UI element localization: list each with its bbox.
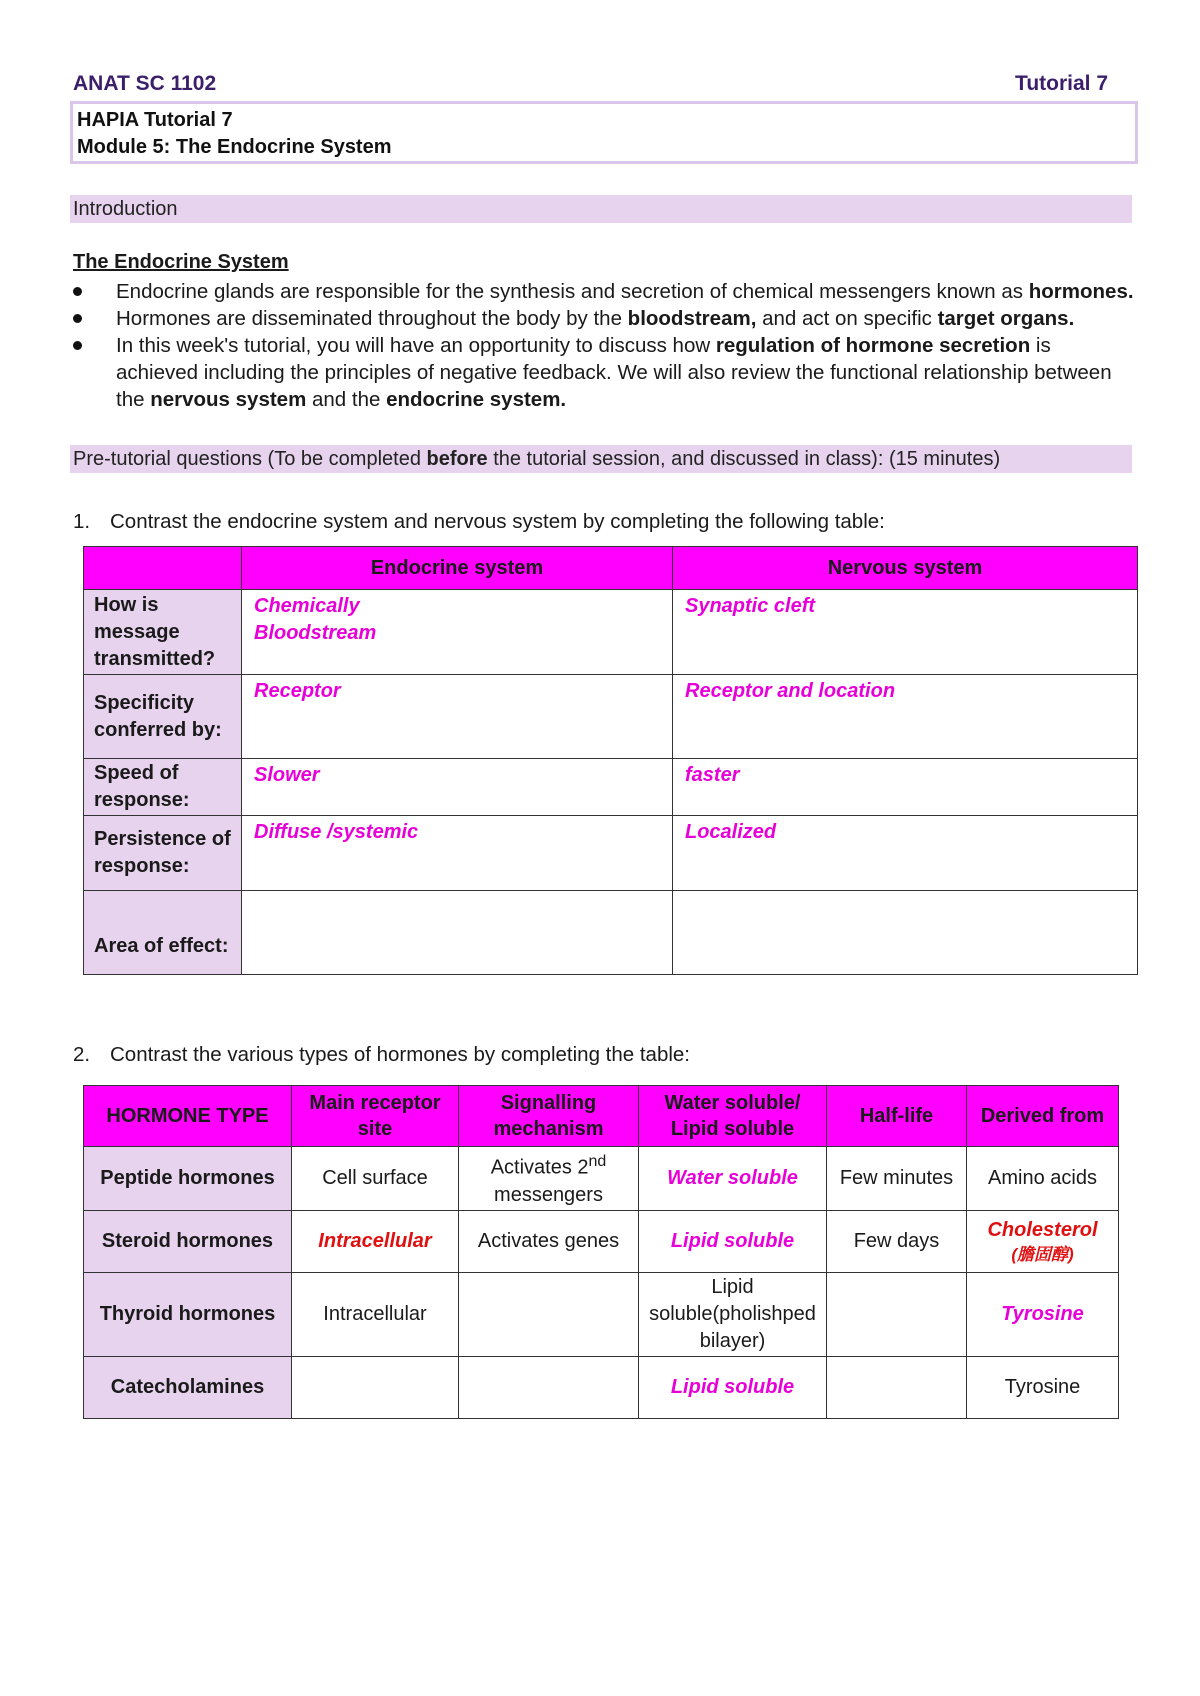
table-header: Derived from [967, 1086, 1119, 1147]
pre-tutorial-band [70, 445, 1132, 473]
derived-text: Cholesterol [987, 1219, 1098, 1242]
table-header-row [84, 547, 1138, 590]
course-code: ANAT SC 1102 [73, 72, 217, 95]
band-text: the tutorial session, and discussed in class): (15 minutes) [487, 448, 1001, 470]
receptor-cell[interactable] [292, 1356, 459, 1418]
endocrine-cell: Slower [242, 759, 673, 816]
signalling-cell [459, 1147, 639, 1211]
table-header: Endocrine system [242, 547, 673, 590]
band-bold: before [426, 448, 488, 470]
table-header: HORMONE TYPE [84, 1086, 292, 1147]
endocrine-cell: Receptor [242, 675, 673, 759]
bullet-bold: regulation of hormone secretion [715, 334, 1031, 357]
hormone-type: Peptide hormones [84, 1147, 292, 1211]
question-number: 2. [73, 1043, 91, 1066]
bullet-text: is achieved including the principles of negative feedback. We will also review the functional relationship between the [116, 334, 1112, 411]
nervous-cell[interactable] [673, 891, 1138, 975]
introduction-band: Introduction [70, 195, 1132, 223]
table-header-row [84, 1086, 1119, 1147]
derived-cell: Tyrosine [967, 1356, 1119, 1418]
bullet-item [73, 305, 1137, 332]
table-row [84, 1210, 1119, 1272]
question-2 [73, 1043, 690, 1067]
tutorial-label: Tutorial 7 [1015, 72, 1108, 95]
receptor-cell: Cell surface [292, 1147, 459, 1211]
signalling-text: messengers [494, 1183, 603, 1206]
table-row [84, 816, 1138, 891]
table-header: Main receptor site [292, 1086, 459, 1147]
bullet-text: Hormones are disseminated throughout the body by the [116, 307, 628, 330]
hormone-type: Steroid hormones [84, 1210, 292, 1272]
endocrine-cell [242, 590, 673, 675]
bullet-text: and act on specific [756, 307, 938, 330]
halflife-cell: Few minutes [827, 1147, 967, 1211]
row-label: Area of effect: [84, 891, 242, 975]
signalling-cell: Activates genes [459, 1210, 639, 1272]
nervous-cell: Localized [673, 816, 1138, 891]
solubility-cell: Lipid soluble [639, 1210, 827, 1272]
endocrine-cell: Diffuse /systemic [242, 816, 673, 891]
hormone-type: Catecholamines [84, 1356, 292, 1418]
signalling-text: Activates 2 [490, 1156, 589, 1179]
bullet-text: In this week's tutorial, you will have an opportunity to discuss how [116, 334, 716, 357]
nervous-cell: Receptor and location [673, 675, 1138, 759]
halflife-cell[interactable] [827, 1272, 967, 1356]
table-row [84, 1147, 1119, 1211]
band-text: Pre-tutorial questions (To be completed [73, 448, 427, 470]
table-header: Signalling mechanism [459, 1086, 639, 1147]
bullet-bold: nervous system [150, 388, 307, 411]
bullet-bold: target organs. [937, 307, 1075, 330]
bullet-bold: endocrine system. [386, 388, 567, 411]
derived-cell: Amino acids [967, 1147, 1119, 1211]
table-header: Half-life [827, 1086, 967, 1147]
question-number: 1. [73, 510, 91, 533]
solubility-cell: Lipid soluble(pholishped bilayer) [639, 1272, 827, 1356]
question-1 [73, 510, 885, 534]
nervous-cell: faster [673, 759, 1138, 816]
superscript: nd [588, 1153, 607, 1170]
intro-bullet-list [73, 278, 1137, 413]
table-header: Water soluble/ Lipid soluble [639, 1086, 827, 1147]
bullet-dot-icon [73, 314, 82, 323]
answer-text: Bloodstream [254, 622, 377, 644]
bullet-text: Endocrine glands are responsible for the synthesis and secretion of chemical messengers known as [116, 280, 1029, 303]
row-label: Speed of response: [84, 759, 242, 816]
signalling-cell[interactable] [459, 1356, 639, 1418]
table-row [84, 675, 1138, 759]
derived-cell: Tyrosine [967, 1272, 1119, 1356]
table-row [84, 1356, 1119, 1418]
halflife-cell: Few days [827, 1210, 967, 1272]
answer-text: Chemically [254, 595, 360, 617]
endocrine-cell[interactable] [242, 891, 673, 975]
table-row [84, 891, 1138, 975]
bullet-text: and the [306, 388, 387, 411]
section-title: The Endocrine System [73, 251, 289, 273]
hormone-types-table [83, 1085, 1119, 1419]
table-row [84, 759, 1138, 816]
signalling-cell[interactable] [459, 1272, 639, 1356]
tutorial-title: HAPIA Tutorial 7 [77, 109, 233, 131]
derived-cell [967, 1210, 1119, 1272]
table-header [84, 547, 242, 590]
bullet-bold: bloodstream, [627, 307, 757, 330]
solubility-cell: Lipid soluble [639, 1356, 827, 1418]
table-row [84, 590, 1138, 675]
title-box [70, 101, 1138, 164]
halflife-cell[interactable] [827, 1356, 967, 1418]
receptor-cell: Intracellular [292, 1272, 459, 1356]
table-row [84, 1272, 1119, 1356]
receptor-cell: Intracellular [292, 1210, 459, 1272]
bullet-item [73, 278, 1137, 305]
row-label: Specificity conferred by: [84, 675, 242, 759]
table-header: Nervous system [673, 547, 1138, 590]
endocrine-vs-nervous-table [83, 546, 1138, 975]
bullet-dot-icon [73, 341, 82, 350]
row-label: How is message transmitted? [84, 590, 242, 675]
bullet-bold: hormones. [1028, 280, 1134, 303]
hormone-type: Thyroid hormones [84, 1272, 292, 1356]
bullet-item [73, 332, 1137, 413]
solubility-cell: Water soluble [639, 1147, 827, 1211]
question-text: Contrast the various types of hormones by completing the table: [110, 1043, 691, 1066]
derived-text: (膽固醇) [1011, 1245, 1074, 1265]
question-text: Contrast the endocrine system and nervous system by completing the following table: [110, 510, 885, 533]
bullet-dot-icon [73, 287, 82, 296]
row-label: Persistence of response: [84, 816, 242, 891]
nervous-cell: Synaptic cleft [673, 590, 1138, 675]
module-title: Module 5: The Endocrine System [77, 136, 392, 158]
